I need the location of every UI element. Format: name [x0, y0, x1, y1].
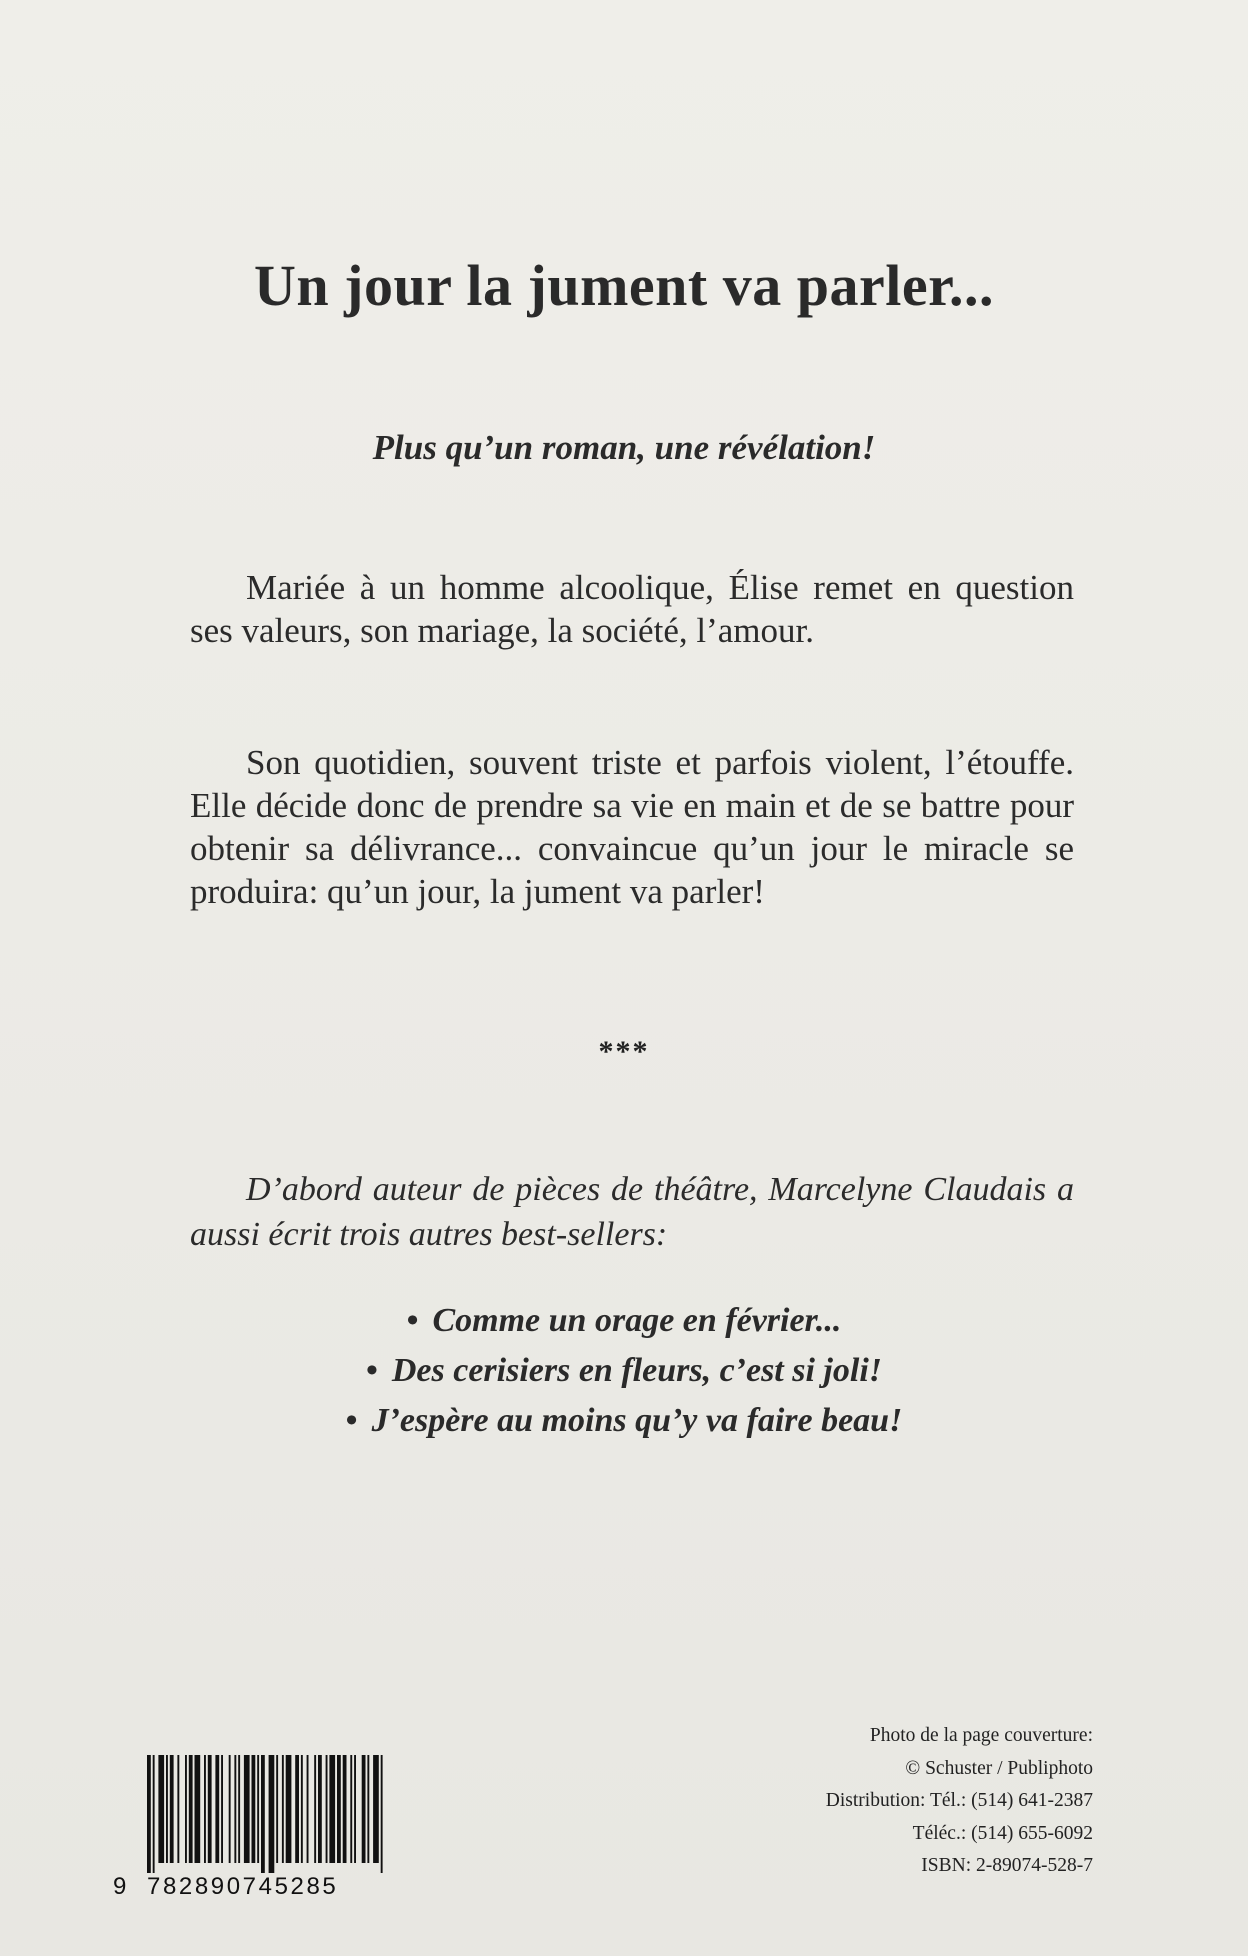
barcode-bar: [354, 1755, 356, 1863]
author-note-text: D’abord auteur de pièces de théâtre, Marcelyne Claudais a aussi écrit trois autres best-sellers:: [190, 1171, 1074, 1253]
book-title-3: J’espère au moins qu’y va faire beau!: [371, 1402, 903, 1439]
photo-credit: © Schuster / Publiphoto: [905, 1757, 1093, 1779]
summary-paragraph-2-text: Son quotidien, souvent triste et parfois violent, l’étouffe. Elle décide donc de prendre sa vie en main et de se battre pour obtenir sa délivrance... convaincue qu’un jour le miracle se produira: qu’un jour, la jument va parler!: [190, 743, 1074, 911]
isbn: ISBN: 2-89074-528-7: [921, 1855, 1093, 1876]
barcode-bar: [261, 1755, 265, 1873]
barcode-bar: [337, 1755, 341, 1863]
barcode-bar: [282, 1755, 284, 1863]
barcode-bar: [147, 1755, 151, 1873]
barcode-bar: [195, 1755, 201, 1863]
barcode-bar: [350, 1755, 352, 1863]
author-note: [190, 1167, 1074, 1257]
barcode-bar: [276, 1755, 278, 1863]
bullet-icon: •: [365, 1352, 378, 1389]
barcode-icon: [143, 1755, 433, 1875]
barcode-bar: [343, 1755, 347, 1863]
barcode-bar: [326, 1755, 328, 1863]
barcode-bar: [170, 1755, 174, 1863]
barcode-bar: [286, 1755, 292, 1863]
barcode-bar: [257, 1755, 259, 1863]
barcode-number: [113, 1873, 443, 1903]
barcode-bar: [221, 1755, 223, 1863]
barcode-bar: [158, 1755, 164, 1863]
barcode-bar: [244, 1755, 250, 1863]
barcode-bar: [208, 1755, 212, 1863]
barcode-bar: [314, 1755, 316, 1863]
barcode-bar: [204, 1755, 206, 1863]
summary-paragraph-2: [190, 741, 1074, 913]
barcode-bar: [215, 1755, 219, 1863]
bullet-icon: •: [345, 1402, 358, 1439]
barcode-bar: [252, 1755, 256, 1863]
barcode-bar: [177, 1755, 179, 1863]
summary-paragraph-1: [190, 566, 1074, 652]
barcode-bar: [373, 1755, 379, 1863]
barcode-bar: [295, 1755, 299, 1863]
barcode-bar: [153, 1755, 155, 1873]
book-title: Un jour la jument va parler...: [254, 253, 994, 318]
barcode-bar: [381, 1755, 383, 1873]
other-books-list: [0, 1296, 1248, 1446]
book-title-2: Des cerisiers en fleurs, c’est si joli!: [391, 1352, 883, 1389]
fax-number: Téléc.: (514) 655-6092: [912, 1822, 1093, 1844]
barcode-bar: [269, 1755, 275, 1873]
barcode-bar: [185, 1755, 187, 1863]
barcode-bar: [307, 1755, 309, 1863]
list-item: [0, 1396, 1248, 1446]
publisher-credits: [633, 1720, 1093, 1883]
list-item: [0, 1346, 1248, 1396]
distribution-phone: Distribution: Tél.: (514) 641-2387: [825, 1790, 1093, 1811]
bullet-icon: •: [406, 1302, 419, 1339]
barcode-digits: 782890745285: [147, 1873, 339, 1900]
barcode-bar: [166, 1755, 168, 1863]
summary-paragraph-1-text: Mariée à un homme alcoolique, Élise remet en question ses valeurs, son mariage, la société, l’amour.: [190, 568, 1074, 650]
barcode-bar: [238, 1755, 240, 1863]
list-item: [0, 1296, 1248, 1346]
barcode-bar: [367, 1755, 369, 1863]
barcode-bar: [301, 1755, 303, 1863]
barcode-lead-digit: 9: [113, 1873, 129, 1900]
barcode-bar: [362, 1755, 366, 1863]
barcode-bar: [329, 1755, 335, 1863]
barcode-bar: [234, 1755, 236, 1863]
section-separator: ***: [598, 1035, 650, 1068]
barcode-bar: [318, 1755, 322, 1863]
barcode-bars: [143, 1755, 433, 1875]
barcode-bar: [229, 1755, 231, 1863]
book-title-1: Comme un orage en février...: [432, 1302, 842, 1339]
book-tagline: Plus qu’un roman, une révélation!: [372, 428, 876, 467]
barcode-bar: [189, 1755, 193, 1863]
photo-label: Photo de la page couverture:: [869, 1725, 1093, 1746]
